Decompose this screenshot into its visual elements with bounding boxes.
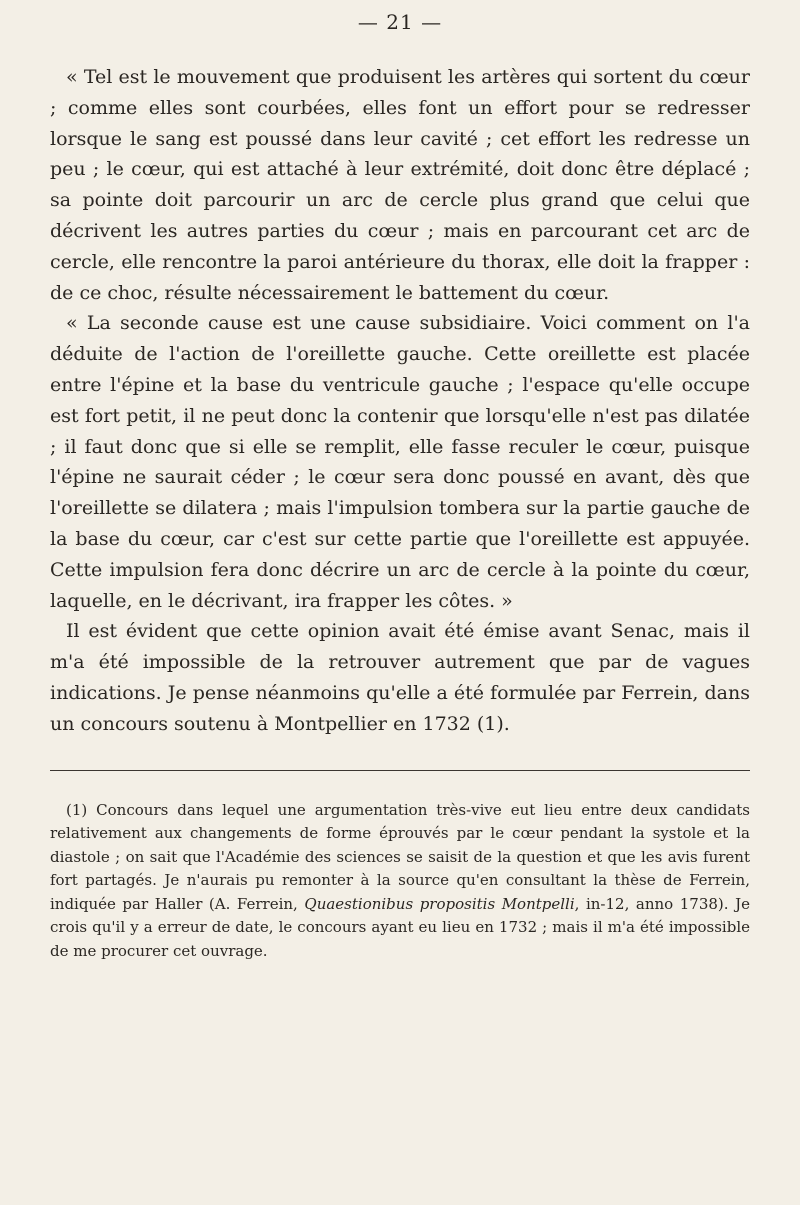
paragraph-2: « La seconde cause est une cause subsidiaire. Voici comment on l'a déduite de l'action de l'oreillette gauche. Cette oreillette est placée entre l'épine et la base du ventricule gauche ; l'espace qu'elle occupe est fort petit, il ne peut donc la contenir que lorsqu'elle n'est pas dilatée ; il faut donc que si elle se remplit, elle fasse reculer le cœur, puisque l'épine ne saurait céder ; le cœur sera donc poussé en avant, dès que l'oreillette se dilatera ; mais l'impulsion tombera sur la partie gauche de la base du cœur, car c'est sur cette partie que l'oreillette est appuyée. Cette impulsion fera donc décrire un arc de cercle à la pointe du cœur, laquelle, en le décrivant, ira frapper les côtes. »: [50, 312, 750, 612]
paragraph-1: « Tel est le mouvement que produisent les artères qui sortent du cœur ; comme elles sont courbées, elles font un effort pour se redresser lorsque le sang est poussé dans leur cavité ; cet effort les redresse un peu ; le cœur, qui est attaché à leur extrémité, doit donc être déplacé ; sa pointe doit parcourir un arc de cercle plus grand que celui que décrivent les autres parties du cœur ; mais en parcourant cet arc de cercle, elle rencontre la paroi antérieure du thorax, elle doit la frapper : de ce choc, résulte nécessairement le battement du cœur.: [50, 66, 750, 304]
page-content: [50, 10, 750, 963]
footnote-cited-title: Quaestionibus propositis Montpelli: [304, 894, 575, 913]
paragraph-3: Il est évident que cette opinion avait été émise avant Senac, mais il m'a été impossible de la retrouver autrement que par de vagues indications. Je pense néanmoins qu'elle a été formulée par Ferrein, dans un concours soutenu à Montpellier en 1732 (1).: [50, 620, 750, 735]
page-number: — 21 —: [357, 10, 443, 34]
body-text: [50, 62, 750, 740]
footnote-text-start: (1) Concours dans lequel une argumentation très-vive eut lieu entre deux candidats relativement aux changements de forme éprouvés par le cœur pendant la systole et la diastole ; on sait que l'Académie des sciences se saisit de la question et que les avis furent fort partagés. Je n'aurais pu remonter à la source qu'en consultant la thèse de Ferrein, indiquée par Haller (A. Ferrein,: [50, 800, 750, 913]
footnote: [50, 799, 750, 964]
footnote-text-end: , in-12, anno 1738). Je crois qu'il y a erreur de date, le concours ayant eu lieu en 1732 ; mais il m'a été impossible de me procurer cet ouvrage.: [50, 894, 750, 960]
footnote-divider: [50, 770, 750, 771]
